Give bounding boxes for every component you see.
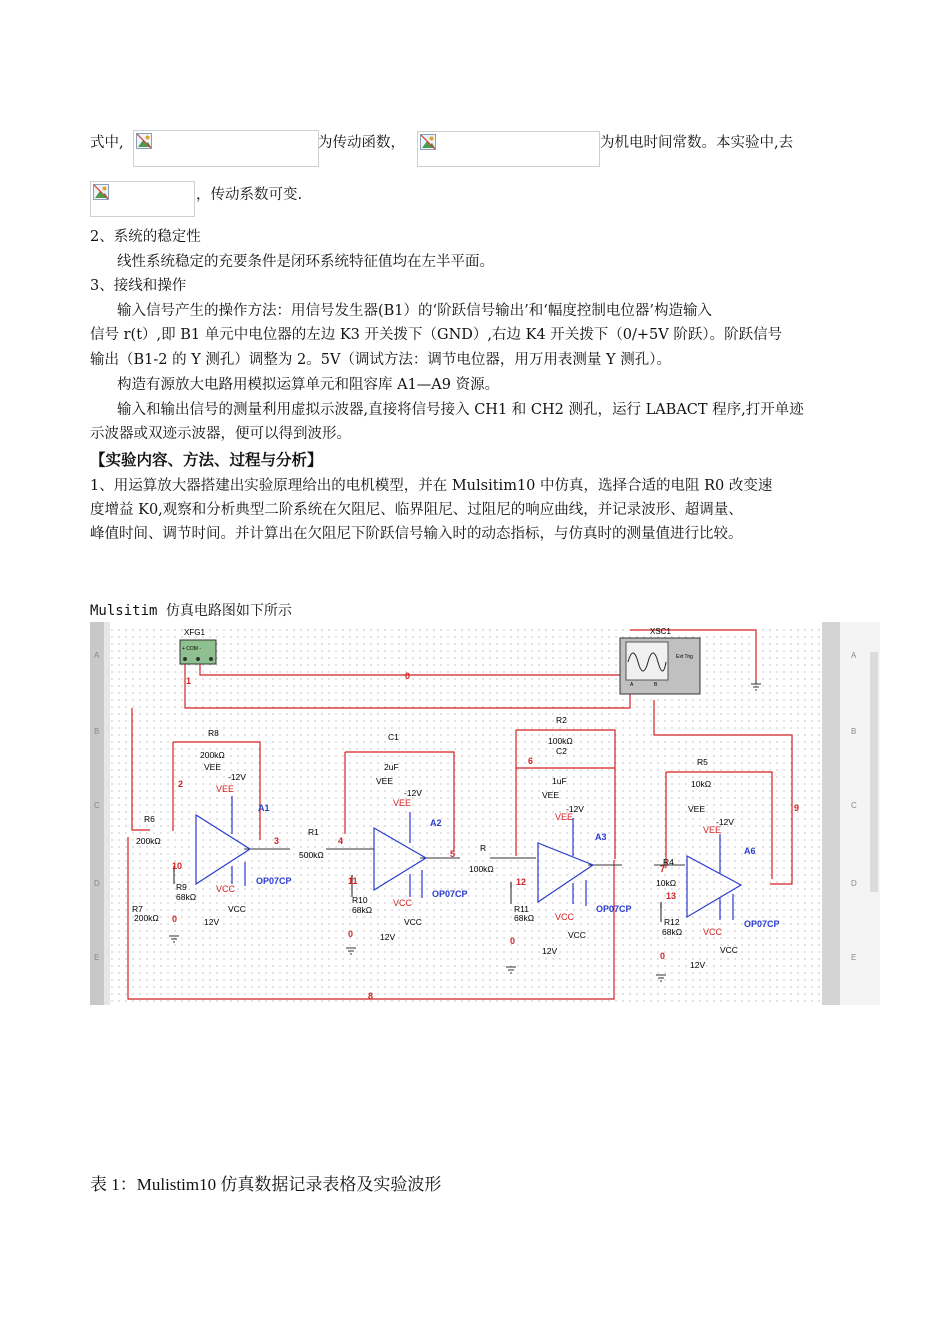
svg-text:12: 12 [516,877,527,887]
svg-text:A1: A1 [258,803,270,813]
row-letter: B [94,727,100,736]
svg-text:2uF: 2uF [384,762,399,772]
paragraph-line: 1、用运算放大器搭建出实验原理给出的电机模型，并在 Mulsitim10 中仿真，选择合适的电阻 R0 改变速 [90,478,773,494]
svg-text:R7: R7 [132,904,143,914]
paragraph-line: 峰值时间、调节时间。并计算出在欠阻尼下阶跃信号输入时的动态指标，与仿真时的测量值进行比较。 [90,526,743,542]
svg-text:R9: R9 [176,882,187,892]
svg-text:C1: C1 [388,732,399,742]
svg-text:0: 0 [510,936,516,946]
svg-text:0: 0 [405,671,411,681]
svg-text:B: B [654,682,658,688]
svg-text:C2: C2 [556,746,567,756]
svg-text:R8: R8 [208,728,219,738]
svg-text:12V: 12V [380,932,396,942]
paragraph-line: 输入和输出信号的测量利用虚拟示波器,直接将信号接入 CH1 和 CH2 测孔，运行 LABACT 程序,打开单迹 [117,402,804,418]
svg-text:200kΩ: 200kΩ [134,913,159,923]
svg-text:1: 1 [186,676,192,686]
svg-text:68kΩ: 68kΩ [662,927,683,937]
svg-text:A3: A3 [595,832,607,842]
formula-image [133,130,319,167]
formula-image [90,181,195,217]
paragraph-line: 度增益 K0,观察和分析典型二阶系统在欠阻尼、临界阻尼、过阻尼的响应曲线，并记录波形、超调量、 [90,502,743,518]
svg-text:R1: R1 [308,827,319,837]
row-letter: E [94,953,100,962]
paragraph-line: 输入信号产生的操作方法：用信号发生器(B1）的‘阶跃信号输出’和‘幅度控制电位器’构造输入 [117,303,712,319]
svg-text:10kΩ: 10kΩ [691,779,712,789]
svg-text:13: 13 [666,891,677,901]
row-letter: D [94,879,100,888]
svg-text:200kΩ: 200kΩ [136,836,161,846]
svg-text:R11: R11 [514,904,529,914]
svg-text:OP07CP: OP07CP [596,904,632,914]
svg-text:XFG1: XFG1 [184,628,205,637]
svg-text:12V: 12V [690,960,706,970]
svg-text:VEE: VEE [216,784,235,794]
svg-text:R10: R10 [352,895,368,905]
text-transfer: 为传动函数， [318,135,405,151]
svg-text:VCC: VCC [568,930,586,940]
svg-text:9: 9 [794,803,800,813]
svg-text:1uF: 1uF [552,776,567,786]
figure-caption: Mulsitim 仿真电路图如下所示 [90,603,292,619]
svg-text:200kΩ: 200kΩ [200,750,225,760]
svg-text:VCC: VCC [404,917,422,927]
svg-text:68kΩ: 68kΩ [352,905,373,915]
svg-text:R5: R5 [697,757,708,767]
svg-text:R4: R4 [663,857,674,867]
svg-text:A6: A6 [744,846,756,856]
svg-text:R: R [480,843,487,853]
svg-text:VCC: VCC [216,884,236,894]
paragraph-line: 线性系统稳定的充要条件是闭环系统特征值均在左半平面。 [117,254,494,270]
svg-text:-12V: -12V [566,804,584,814]
svg-text:5: 5 [450,849,456,859]
broken-image-icon [93,184,109,200]
svg-text:VEE: VEE [688,804,706,814]
svg-text:R6: R6 [144,814,155,824]
svg-text:VEE: VEE [555,812,574,822]
svg-text:7: 7 [660,864,666,874]
svg-text:4: 4 [338,836,344,846]
paragraph-line: 输出（B1-2 的 Y 测孔）调整为 2。5V（调试方法：调节电位器，用万用表测量 Y 测孔）。 [90,352,671,368]
svg-text:VCC: VCC [555,912,575,922]
svg-text:A: A [630,682,634,688]
svg-text:OP07CP: OP07CP [256,876,292,886]
circuit-schematic [90,622,880,1005]
svg-text:R2: R2 [556,715,567,725]
row-letter: E [851,953,857,962]
svg-text:XSC1: XSC1 [650,627,671,636]
scrollbar-thumb[interactable] [870,652,878,892]
svg-text:OP07CP: OP07CP [744,919,780,929]
right-gutter [822,622,840,1005]
row-letter: C [94,801,100,810]
broken-image-icon [136,133,152,149]
svg-text:68kΩ: 68kΩ [176,892,197,902]
section-title: 3、接线和操作 [90,278,187,294]
row-letter: A [94,651,100,660]
svg-text:0: 0 [172,914,178,924]
svg-text:VEE: VEE [204,762,222,772]
svg-text:-12V: -12V [404,788,422,798]
table-caption: 表 1：Mulistim10 仿真数据记录表格及实验波形 [90,1175,442,1194]
svg-text:VCC: VCC [228,904,246,914]
svg-text:6: 6 [528,756,534,766]
svg-text:-12V: -12V [716,817,734,827]
svg-text:OP07CP: OP07CP [432,889,468,899]
svg-text:R12: R12 [664,917,680,927]
svg-text:VEE: VEE [542,790,560,800]
paragraph-line: 信号 r(t）,即 B1 单元中电位器的左边 K3 开关拨下（GND）,右边 K4 开关拨下（0/+5V 阶跃）。阶跃信号 [90,327,783,343]
svg-text:11: 11 [348,876,358,886]
svg-text:VEE: VEE [393,798,412,808]
svg-text:0: 0 [348,929,354,939]
paragraph-line: 构造有源放大电路用模拟运算单元和阻容库 A1—A9 资源。 [117,377,500,393]
svg-text:VEE: VEE [703,825,722,835]
row-letter: D [851,879,857,888]
svg-text:VEE: VEE [376,776,394,786]
svg-text:68kΩ: 68kΩ [514,913,535,923]
svg-text:VCC: VCC [703,927,723,937]
svg-text:0: 0 [660,951,666,961]
svg-text:VCC: VCC [393,898,413,908]
svg-text:2: 2 [178,779,184,789]
left-gutter [90,622,104,1005]
row-letter: B [851,727,857,736]
svg-text:A2: A2 [430,818,442,828]
svg-text:VCC: VCC [720,945,738,955]
svg-text:Ext Trig: Ext Trig [676,654,693,660]
svg-text:100kΩ: 100kΩ [548,736,573,746]
svg-text:10: 10 [172,861,183,871]
formula-image [417,131,600,167]
svg-text:-12V: -12V [228,772,246,782]
svg-text:500kΩ: 500kΩ [299,850,324,860]
svg-text:12V: 12V [204,917,220,927]
broken-image-icon [420,134,436,150]
text-gain: ，传动系数可变. [196,187,303,203]
text-time-const: 为机电时间常数。本实验中,去 [600,135,794,151]
svg-text:100kΩ: 100kΩ [469,864,494,874]
row-letter: A [851,651,857,660]
svg-text:3: 3 [274,836,280,846]
paragraph-line: 示波器或双迹示波器，便可以得到波形。 [90,426,351,442]
text-shizhong: 式中, [90,135,124,151]
svg-text:+ COM -: + COM - [182,646,202,652]
svg-text:12V: 12V [542,946,558,956]
section-heading: 【实验内容、方法、过程与分析】 [90,451,323,469]
section-title: 2、系统的稳定性 [90,229,201,245]
svg-text:8: 8 [368,991,374,1001]
svg-text:10kΩ: 10kΩ [656,878,677,888]
row-letter: C [851,801,857,810]
